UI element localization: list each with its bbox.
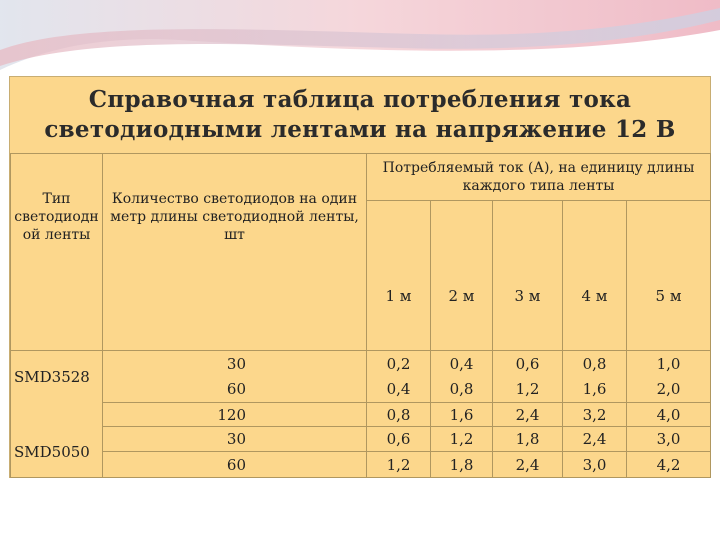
strip-type-smd3528: SMD3528 <box>11 351 103 403</box>
table-row <box>11 377 711 403</box>
value-cell: 1,2 <box>431 427 493 452</box>
value-cell: 3,0 <box>563 452 627 478</box>
header-length-3: 3 м <box>493 201 563 351</box>
header-current: Потребляемый ток (А), на единицу длины каждого типа ленты <box>367 154 711 201</box>
value-cell: 0,6 <box>493 351 563 377</box>
table-header-row <box>11 154 711 201</box>
value-cell: 2,0 <box>627 377 711 403</box>
slide-title <box>10 77 710 154</box>
led-count: 30 <box>103 351 367 377</box>
value-cell: 2,4 <box>493 403 563 427</box>
strip-type-smd5050: SMD5050 <box>11 427 103 478</box>
led-count: 120 <box>103 403 367 427</box>
value-cell: 0,4 <box>431 351 493 377</box>
reference-sheet <box>9 76 711 478</box>
value-cell: 0,8 <box>367 403 431 427</box>
value-cell: 1,2 <box>367 452 431 478</box>
value-cell: 1,6 <box>563 377 627 403</box>
header-length-1: 1 м <box>367 201 431 351</box>
value-cell: 1,0 <box>627 351 711 377</box>
value-cell: 0,4 <box>367 377 431 403</box>
table-row <box>11 351 711 377</box>
header-strip-type: Тип светодиодн ой ленты <box>11 154 103 351</box>
led-count: 60 <box>103 377 367 403</box>
led-count: 30 <box>103 427 367 452</box>
value-cell: 4,0 <box>627 403 711 427</box>
value-cell: 0,2 <box>367 351 431 377</box>
strip-type-empty <box>11 403 103 427</box>
header-length-2: 2 м <box>431 201 493 351</box>
table-row <box>11 403 711 427</box>
table-row <box>11 427 711 452</box>
value-cell: 0,6 <box>367 427 431 452</box>
value-cell: 1,2 <box>493 377 563 403</box>
value-cell: 1,6 <box>431 403 493 427</box>
value-cell: 0,8 <box>431 377 493 403</box>
current-consumption-table <box>10 153 711 478</box>
title-line-1: Справочная таблица потребления тока <box>88 86 632 113</box>
value-cell: 3,0 <box>627 427 711 452</box>
table-row <box>11 452 711 478</box>
value-cell: 1,8 <box>431 452 493 478</box>
value-cell: 0,8 <box>563 351 627 377</box>
led-count: 60 <box>103 452 367 478</box>
title-line-2: светодиодными лентами на напряжение 12 В <box>44 116 676 143</box>
value-cell: 1,8 <box>493 427 563 452</box>
header-length-5: 5 м <box>627 201 711 351</box>
value-cell: 2,4 <box>493 452 563 478</box>
header-length-4: 4 м <box>563 201 627 351</box>
decorative-swoosh <box>0 0 720 80</box>
value-cell: 3,2 <box>563 403 627 427</box>
header-led-count: Количество светодиодов на один метр длины светодиодной ленты, шт <box>103 154 367 351</box>
value-cell: 2,4 <box>563 427 627 452</box>
value-cell: 4,2 <box>627 452 711 478</box>
